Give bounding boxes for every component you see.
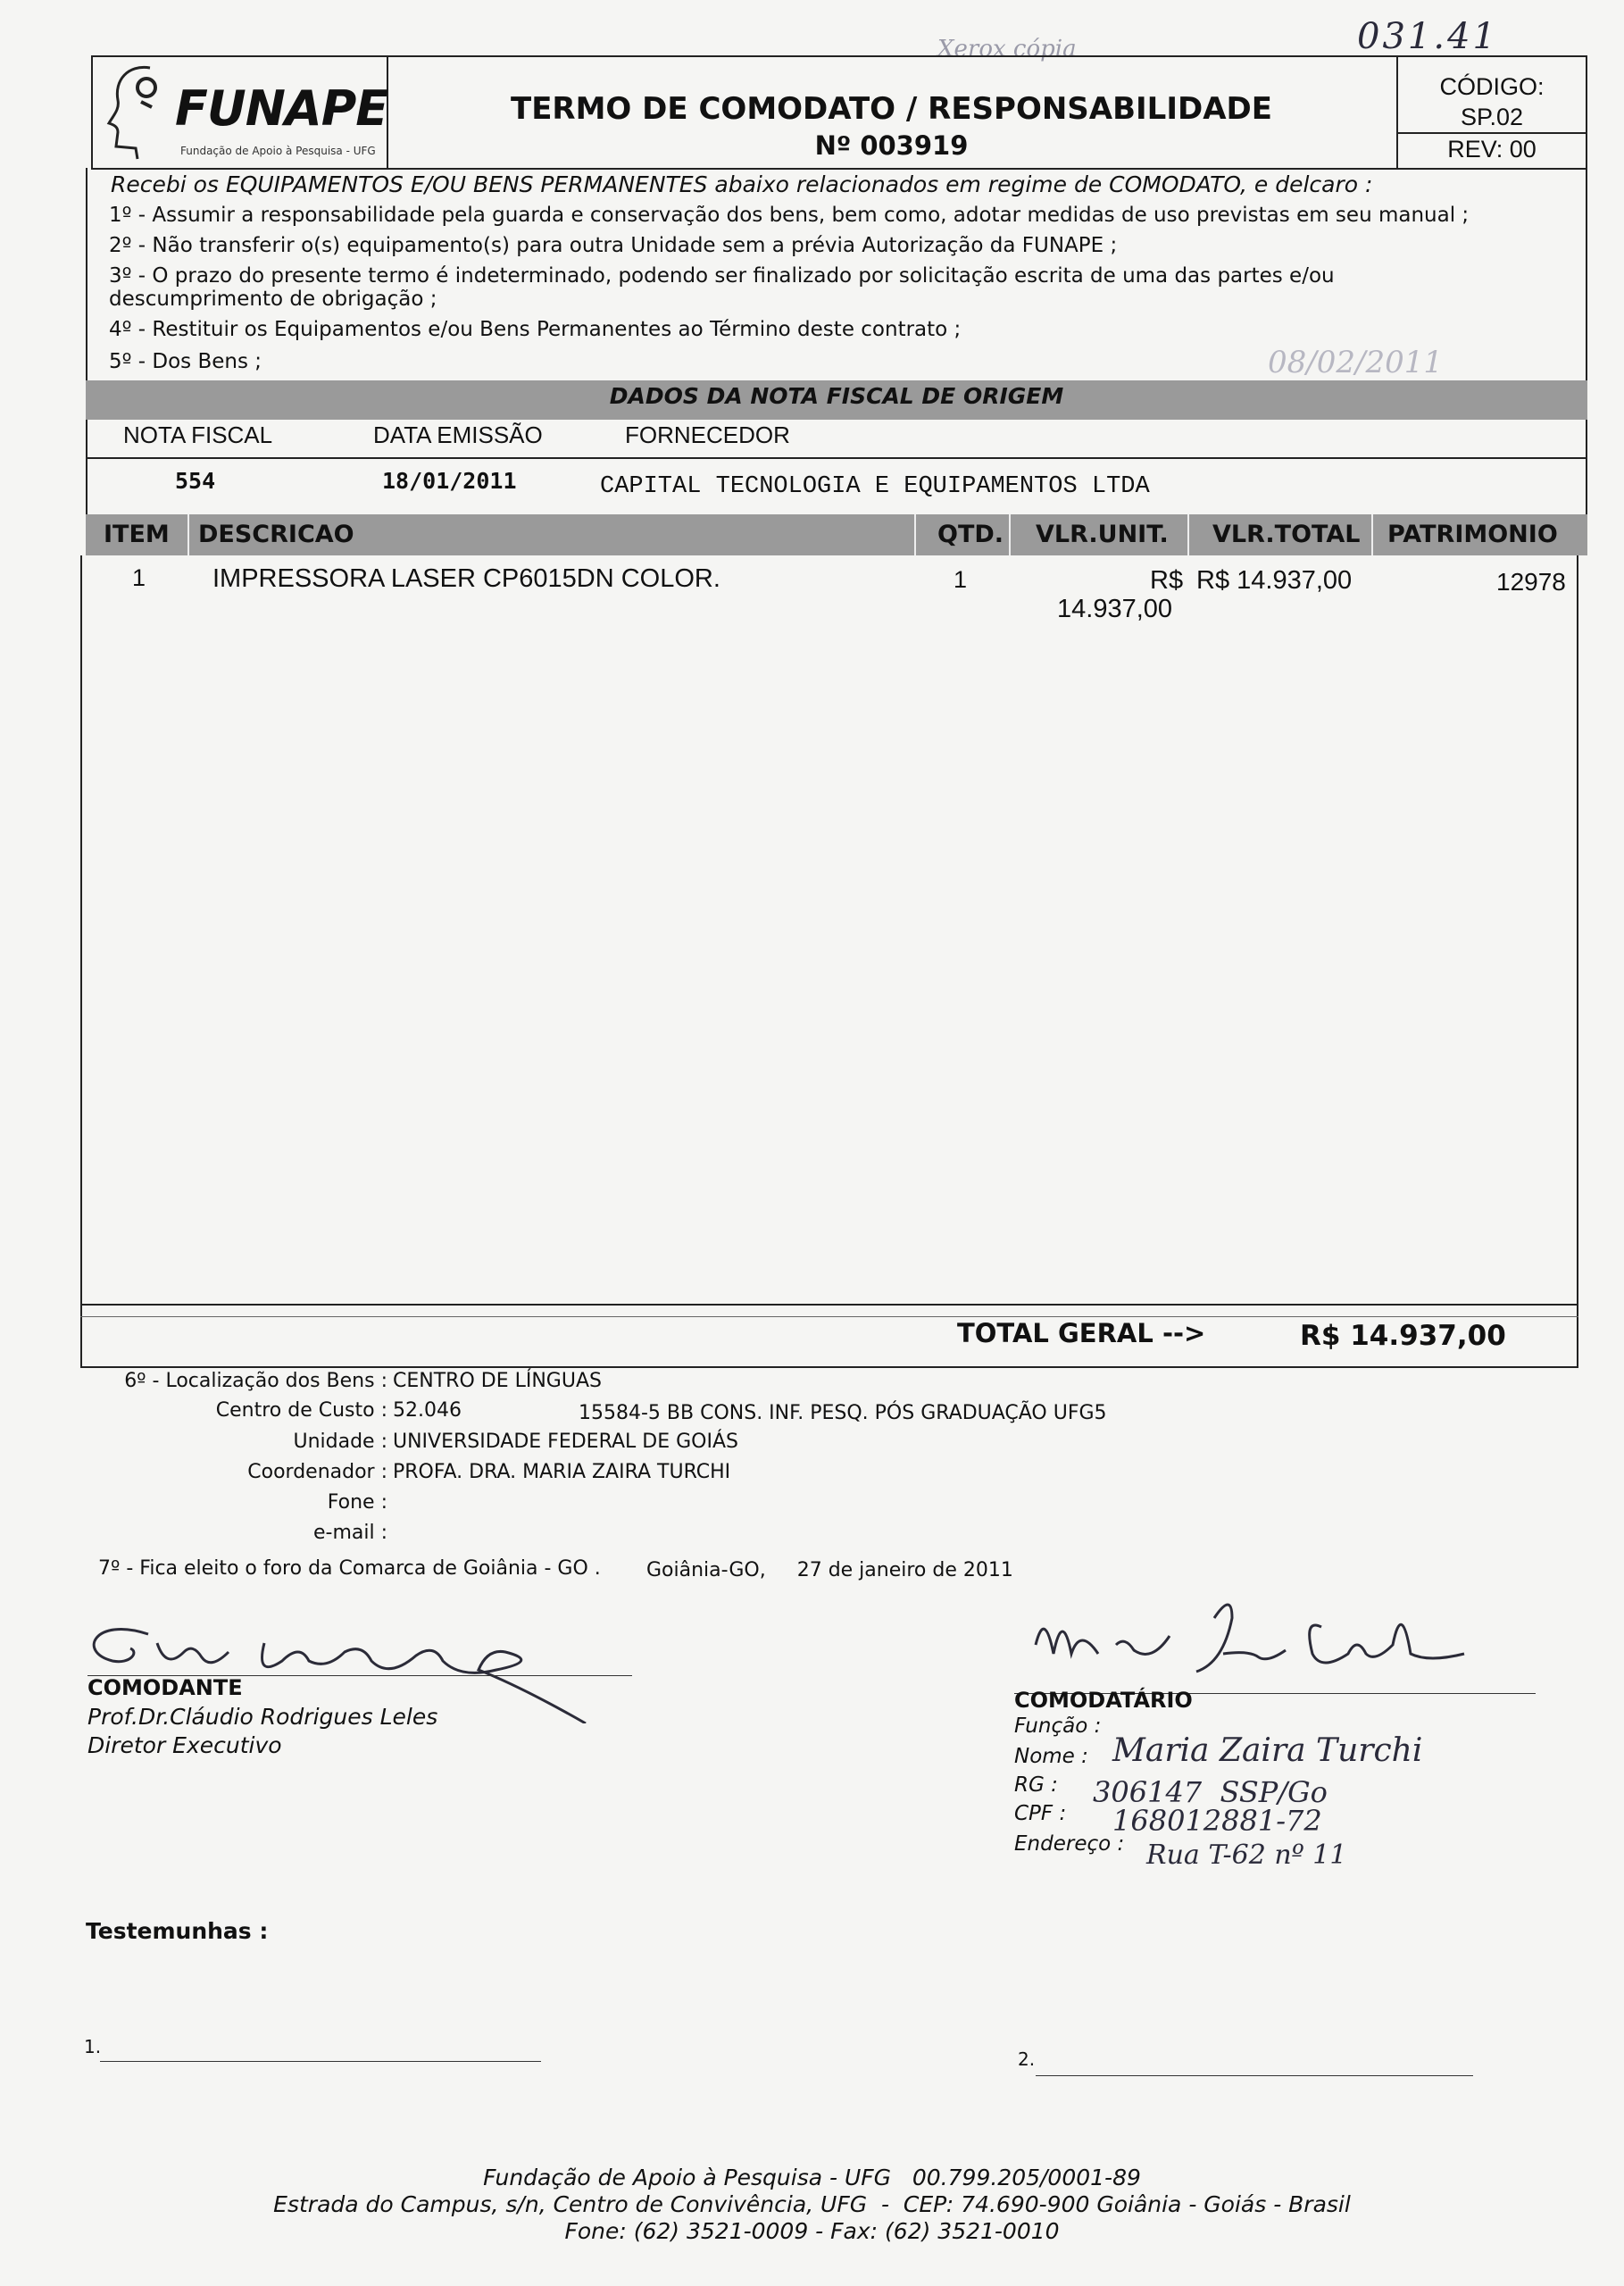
nome-label: Nome :	[1014, 1745, 1088, 1768]
table-row-item: 1	[132, 564, 146, 591]
footer-line-2: Estrada do Campus, s/n, Centro de Convivência, UFG - CEP: 74.690-900 Goiânia - Goiás - Brasil	[273, 2191, 1351, 2217]
table-row-qtd: 1	[954, 566, 968, 593]
header-code-separator	[1398, 132, 1586, 134]
cpf-label: CPF :	[1014, 1802, 1067, 1825]
cpf-value: 168012881-72	[1112, 1804, 1322, 1838]
endereco-value: Rua T-62 nº 11	[1146, 1840, 1347, 1871]
items-header-sep-4	[1187, 514, 1189, 555]
comodatario-signature-text	[1071, 1634, 1079, 1635]
witness-1-label: 1.	[84, 2036, 102, 2057]
footer-line-3: Fone: (62) 3521-0009 - Fax: (62) 3521-0010	[564, 2218, 1060, 2244]
witnesses-title: Testemunhas :	[86, 1918, 269, 1944]
clause-1: 1º - Assumir a responsabilidade pela guarda e conservação dos bens, bem como, adotar medidas de uso previstas em seu manual ;	[109, 204, 1470, 227]
funape-logo	[96, 61, 388, 164]
intro-statement: Recebi os EQUIPAMENTOS E/OU BENS PERMANENTES abaixo relacionados em regime de COMODATO, e delcaro :	[111, 171, 1373, 197]
comodatario-signature-icon	[1018, 1591, 1482, 1689]
logo-name: FUNAPE	[175, 80, 388, 137]
total-label: TOTAL GERAL -->	[957, 1318, 1206, 1348]
localizacao-label: 6º - Localização dos Bens :	[124, 1370, 387, 1392]
localizacao-value: CENTRO DE LÍNGUAS	[393, 1370, 602, 1392]
unidade-value: UNIVERSIDADE FEDERAL DE GOIÁS	[393, 1431, 738, 1453]
rg-value: 306147 SSP/Go	[1093, 1775, 1328, 1809]
handwritten-date: 08/02/2011	[1268, 345, 1443, 380]
clause-3: 3º - O prazo do presente termo é indeterminado, podendo ser finalizado por solicitação escrita de uma das partes e/ou descumprimento de obrigação ;	[109, 264, 1335, 311]
foro-clause: 7º - Fica eleito o foro da Comarca de Goiânia - GO .	[98, 1557, 601, 1580]
funcao-label: Função :	[1014, 1714, 1102, 1738]
rg-label: RG :	[1014, 1773, 1058, 1797]
witness-1-line	[100, 2061, 541, 2062]
table-row-vlr-unit-amount: 14.937,00	[1057, 595, 1173, 623]
header-vlr-total: VLR.TOTAL	[1212, 521, 1361, 548]
total-bottom-rule	[80, 1366, 1578, 1368]
coordenador-label: Coordenador :	[247, 1461, 387, 1483]
centro-custo-desc: 15584-5 BB CONS. INF. PESQ. PÓS GRADUAÇÃO UFG5	[579, 1402, 1107, 1424]
col-fornecedor: FORNECEDOR	[625, 421, 790, 448]
endereco-label: Endereço :	[1014, 1832, 1125, 1856]
col-nota-fiscal: NOTA FISCAL	[123, 421, 273, 448]
codigo-value: SP.02	[1460, 104, 1524, 130]
items-header-sep-3	[1009, 514, 1011, 555]
witness-2-line	[1036, 2075, 1473, 2076]
total-value: R$ 14.937,00	[1300, 1320, 1506, 1352]
header-descricao: DESCRICAO	[198, 521, 354, 548]
coordenador-value: PROFA. DRA. MARIA ZAIRA TURCHI	[393, 1461, 731, 1483]
table-row-patrimonio: 12978	[1496, 568, 1566, 596]
footer-line-1: Fundação de Apoio à Pesquisa - UFG 00.799.205/0001-89	[483, 2165, 1141, 2190]
total-top-rule	[80, 1304, 1578, 1306]
col-data-emissao: DATA EMISSÃO	[373, 421, 543, 448]
intro-right-border	[1586, 168, 1587, 382]
header-qtd: QTD.	[937, 521, 1004, 548]
witness-2-label: 2.	[1018, 2048, 1036, 2070]
items-header-sep-2	[914, 514, 916, 555]
comodante-signature-text	[179, 1643, 187, 1644]
items-header-sep-1	[187, 514, 189, 555]
items-header-sep-5	[1371, 514, 1373, 555]
codigo-label: CÓDIGO:	[1439, 73, 1545, 100]
page-number-annotation: 031.41	[1357, 16, 1498, 57]
fone-label: Fone :	[327, 1491, 387, 1514]
total-inner-rule	[80, 1316, 1578, 1317]
items-right-border	[1577, 555, 1578, 1366]
document-title: TERMO DE COMODATO / RESPONSABILIDADE	[511, 91, 1272, 127]
comodatario-label: COMODATÁRIO	[1014, 1688, 1193, 1713]
revision: REV: 00	[1447, 136, 1537, 163]
invoice-header-rule	[86, 457, 1587, 459]
table-row-vlr-unit-currency: R$	[1150, 566, 1184, 595]
invoice-right-border	[1586, 420, 1587, 514]
invoice-supplier: CAPITAL TECNOLOGIA E EQUIPAMENTOS LTDA	[600, 473, 1150, 500]
centro-custo-value: 52.046	[393, 1399, 462, 1422]
table-row-vlr-total: R$ 14.937,00	[1196, 566, 1353, 595]
header-item: ITEM	[104, 521, 170, 548]
invoice-left-border	[86, 420, 87, 514]
intro-left-border	[86, 168, 87, 382]
comodante-role: Diretor Executivo	[87, 1732, 282, 1758]
clause-5: 5º - Dos Bens ;	[109, 350, 262, 373]
head-profile-icon	[96, 61, 177, 161]
table-row-descricao: IMPRESSORA LASER CP6015DN COLOR.	[212, 564, 720, 593]
email-label: e-mail :	[312, 1522, 387, 1544]
invoice-date: 18/01/2011	[382, 468, 517, 494]
logo-subtitle: Fundação de Apoio à Pesquisa - UFG	[180, 145, 376, 157]
items-left-border	[80, 555, 82, 1366]
unidade-label: Unidade :	[293, 1431, 387, 1453]
top-scribble: Xerox cópia	[937, 36, 1077, 63]
header-vlr-unit: VLR.UNIT.	[1036, 521, 1169, 548]
comodante-label: COMODANTE	[87, 1675, 243, 1700]
invoice-number: 554	[175, 468, 216, 494]
nome-value: Maria Zaira Turchi	[1112, 1732, 1423, 1769]
clause-4: 4º - Restituir os Equipamentos e/ou Bens Permanentes ao Término deste contrato ;	[109, 318, 962, 341]
centro-custo-label: Centro de Custo :	[215, 1399, 387, 1422]
header-patrimonio: PATRIMONIO	[1387, 521, 1558, 548]
city-date: Goiânia-GO, 27 de janeiro de 2011	[646, 1559, 1013, 1581]
document-number: Nº 003919	[814, 130, 969, 161]
invoice-section-title: DADOS DA NOTA FISCAL DE ORIGEM	[609, 383, 1064, 409]
comodante-name: Prof.Dr.Cláudio Rodrigues Leles	[87, 1704, 438, 1730]
clause-2: 2º - Não transferir o(s) equipamento(s) para outra Unidade sem a prévia Autorização da FUNAPE ;	[109, 234, 1118, 257]
